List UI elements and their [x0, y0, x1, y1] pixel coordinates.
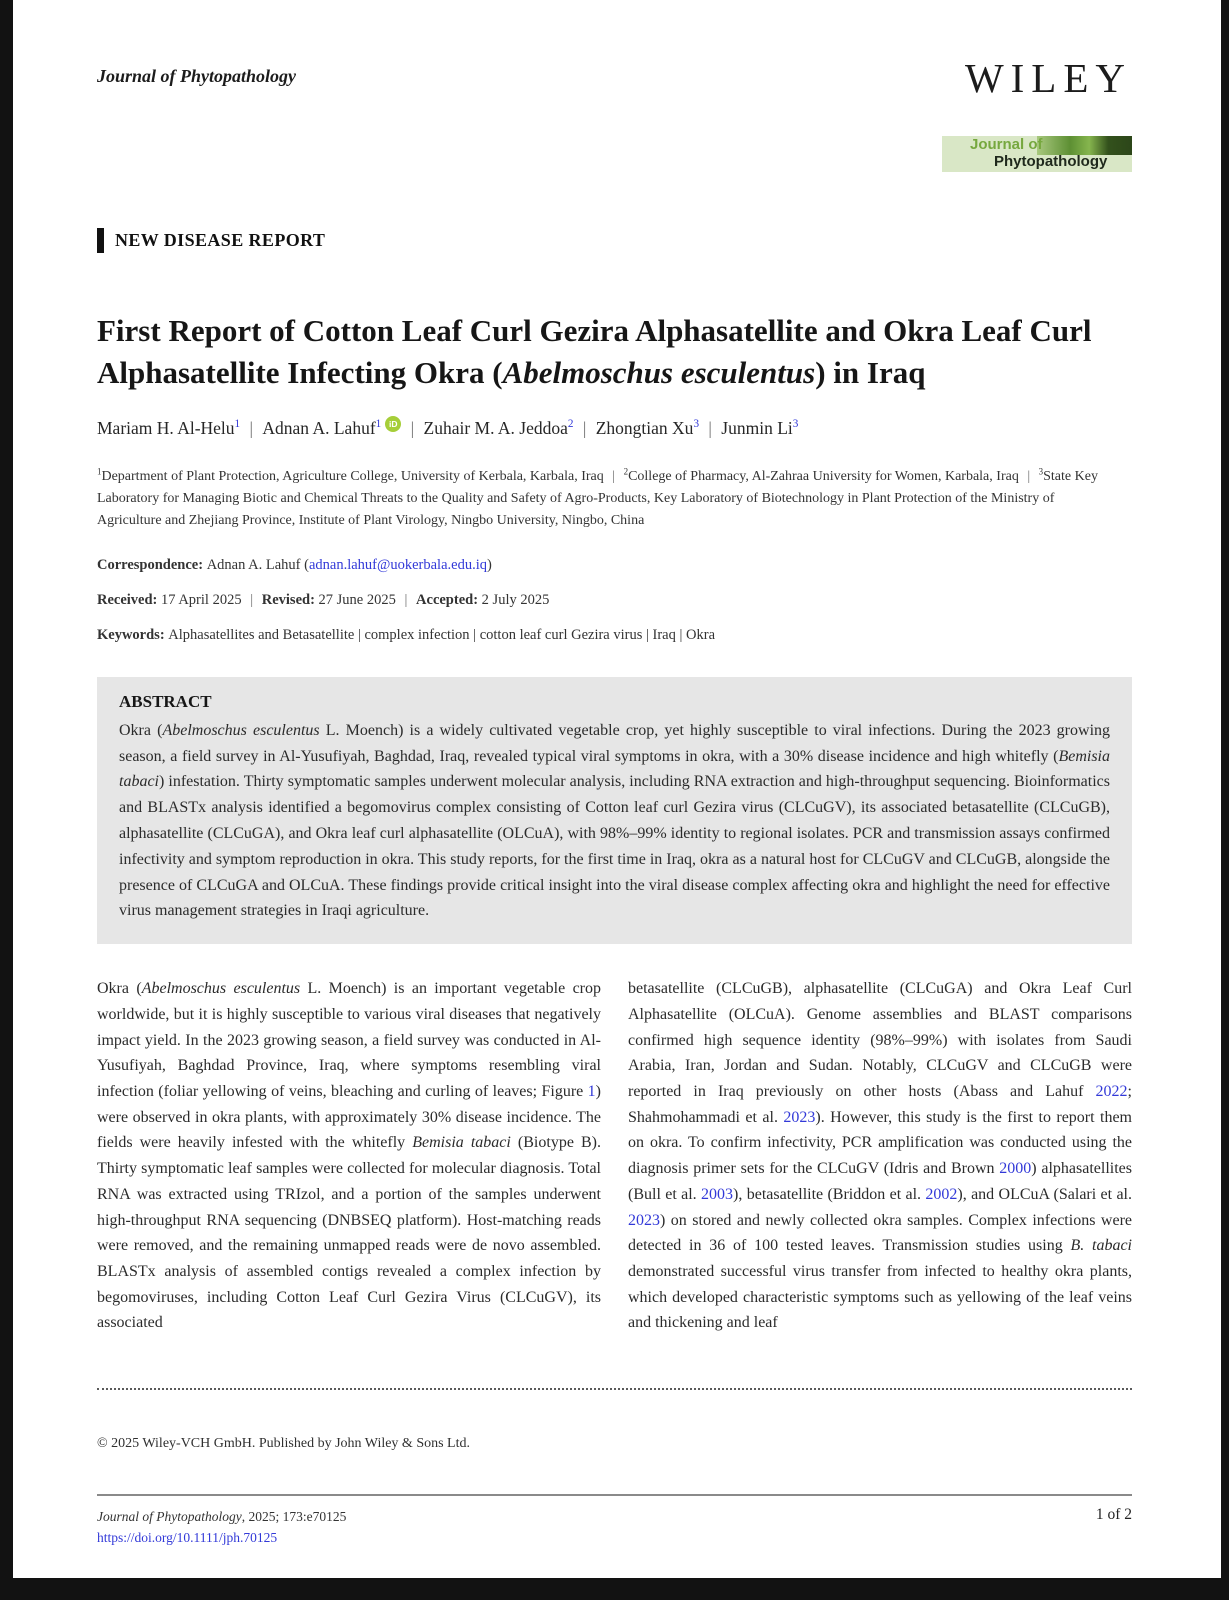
- text-segment: Accepted:: [416, 591, 482, 608]
- text-segment: First Report of Cotton Leaf Curl Gezira Alphasatellite and Okra Leaf Curl Alphasatellite Infecting Okra (: [97, 313, 1092, 390]
- article-title: [97, 310, 1097, 394]
- article-page: [13, 0, 1221, 1578]
- text-segment: 2: [623, 466, 629, 477]
- doi-link[interactable]: https://doi.org/10.1111/jph.70125: [97, 1530, 278, 1546]
- journal-name: Journal of Phytopathology: [97, 66, 297, 86]
- inline-link[interactable]: 1: [234, 418, 241, 430]
- section-label-text: NEW DISEASE REPORT: [115, 230, 326, 250]
- text-segment: |: [608, 468, 619, 484]
- text-segment: Revised:: [261, 591, 319, 608]
- text-segment: 1: [97, 466, 102, 477]
- text-segment: Junmin Li: [721, 417, 793, 438]
- dotted-separator: [97, 1388, 1132, 1390]
- text-segment: Mariam H. Al-Helu: [97, 417, 235, 438]
- inline-link[interactable]: adnan.lahuf@uokerbala.edu.iq: [308, 556, 487, 573]
- text-segment: demonstrated successful virus transfer from infected to healthy okra plants, which developed characteristic symptoms such as yellowing of the leaf veins and thickening and leaf: [628, 1262, 1132, 1332]
- text-segment: |: [406, 417, 419, 438]
- text-segment: ) infestation. Thirty symptomatic samples underwent molecular analysis, including RNA extraction and high-throughput sequencing. Bioinformatics and BLASTx analysis identified a begomovirus complex consisting of Cotton leaf curl Gezira virus (CLCuGV), its associated betasatellite (CLCuGB), alphasatellite (CLCuGA), and Okra leaf curl alphasatellite (OLCuA), with 98%–99% identity to regional isolates. PCR and transmission assays confirmed infectivity and symptom reproduction in okra. This study reports, for the first time in Iraq, okra as a natural host for CLCuGV and CLCuGB, alongside the presence of CLCuGA and OLCuA. These findings provide critical insight into the viral disease complex affecting okra and highlight the need for effective virus management strategies in Iraqi agriculture.: [119, 773, 1110, 920]
- text-segment: ). However, this study is the first to report them on okra. To confirm infectivity, PCR amplification was conducted using the diagnosis primer sets for the CLCuGV (Idris and Brown: [628, 1108, 1133, 1178]
- masthead: [97, 55, 1132, 101]
- text-segment: Adnan A. Lahuf (: [206, 556, 309, 573]
- text-segment: (Biotype B). Thirty symptomatic leaf samples were collected for molecular diagnosis. Total RNA was extracted using TRIzol, and a portion of the samples underwent high-throughput RNA sequencing (DNBSEQ platform). Host-matching reads were removed, and the remaining unmapped reads were de novo assembled. BLASTx analysis of assembled contigs revealed a complex infection by begomoviruses, including Cotton Leaf Curl Gezira Virus (CLCuGV), its associated: [97, 1134, 602, 1332]
- correspondence-line: [97, 557, 1132, 574]
- text-segment: |: [400, 591, 412, 608]
- text-segment: ), betasatellite (Briddon et al.: [733, 1185, 926, 1203]
- text-segment: |: [704, 417, 717, 438]
- text-segment: |: [245, 417, 258, 438]
- abstract-heading: ABSTRACT: [119, 691, 212, 711]
- text-segment: Alphasatellites and Betasatellite | complex infection | cotton leaf curl Gezira virus | Iraq | Okra: [168, 626, 715, 643]
- text-segment: 27 June 2025: [318, 591, 396, 608]
- wiley-logo: WILEY: [964, 55, 1132, 101]
- body-column-left: [97, 976, 601, 1336]
- text-segment: ) alphasatellites (Bull et al.: [628, 1160, 1133, 1203]
- text-segment: Okra (: [119, 721, 163, 739]
- text-segment: 2 July 2025: [481, 591, 550, 608]
- affiliations: [97, 466, 1107, 532]
- text-segment: Adnan A. Lahuf: [262, 417, 376, 438]
- text-segment: |: [246, 591, 257, 608]
- text-segment: ): [487, 556, 492, 573]
- text-segment: Zhongtian Xu: [595, 417, 694, 438]
- author-list: [97, 416, 1132, 439]
- inline-link[interactable]: 2: [567, 418, 574, 430]
- text-segment: ) on stored and newly collected okra samples. Complex infections were detected in 36 of 100 tested leaves. Transmission studies using: [628, 1211, 1132, 1255]
- body-column-right: [628, 976, 1132, 1336]
- badge-title-line2: Phytopathology: [994, 153, 1108, 170]
- footer: [97, 1506, 1132, 1548]
- text-segment: |: [1023, 468, 1034, 484]
- inline-link[interactable]: 1: [587, 1083, 596, 1101]
- text-segment: Abelmoschus esculentus: [502, 355, 816, 390]
- page-indicator: 1 of 2: [1095, 1506, 1132, 1524]
- text-segment: L. Moench) is an important vegetable crop worldwide, but it is highly susceptible to various viral diseases that negatively impact yield. In the 2023 growing season, a field survey was conducted in Al-Yusufiyah, Baghdad Province, Iraq, where symptoms resembling viral infection (foliar yellowing of veins, bleaching and curling of leaves; Figure: [97, 980, 601, 1101]
- inline-link[interactable]: 3: [792, 418, 799, 430]
- copyright-line: © 2025 Wiley-VCH GmbH. Published by John Wiley & Sons Ltd.: [97, 1436, 470, 1452]
- text-segment: Okra (: [97, 980, 142, 998]
- inline-link[interactable]: 2022: [1095, 1083, 1128, 1101]
- text-segment: ), and OLCuA (Salari et al.: [957, 1185, 1133, 1203]
- text-segment: ) in Iraq: [815, 355, 926, 390]
- text-segment: Abelmoschus esculentus: [141, 980, 301, 998]
- badge-title-line1: Journal of: [970, 136, 1043, 153]
- journal-cover-badge[interactable]: [942, 136, 1132, 172]
- dates-line: [97, 592, 1132, 609]
- text-segment: L. Moench) is a widely cultivated vegetable crop, yet highly susceptible to viral infections. During the 2023 growing season, a field survey in Al-Yusufiyah, Baghdad, Iraq, revealed typical viral symptoms in okra, with a 30% disease incidence and high whitefly (: [119, 721, 1111, 765]
- text-segment: Abelmoschus esculentus: [162, 721, 320, 739]
- keywords-line: [97, 627, 1132, 644]
- inline-link[interactable]: 1: [375, 418, 382, 430]
- inline-link[interactable]: 2003: [701, 1185, 734, 1203]
- section-marker-bar: [97, 228, 104, 253]
- text-segment: College of Pharmacy, Al-Zahraa University for Women, Karbala, Iraq: [628, 468, 1019, 484]
- text-segment: Bemisia tabaci: [412, 1134, 511, 1152]
- text-segment: |: [578, 417, 591, 438]
- inline-link[interactable]: 2023: [783, 1108, 816, 1126]
- abstract-section: [97, 677, 1132, 944]
- badge-row: [97, 136, 1132, 172]
- text-segment: betasatellite (CLCuGB), alphasatellite (CLCuGA) and Okra Leaf Curl Alphasatellite (OLCuA). Genome assemblies and BLAST comparisons confirmed high sequence identity (98%–99%) with isolates from Saudi Arabia, Iran, Jordan and Sudan. Notably, CLCuGV and CLCuGB were reported in Iraq previously on other hosts (Abass and Lahuf: [628, 980, 1132, 1101]
- text-segment: Department of Plant Protection, Agriculture College, University of Kerbala, Karbala, Iraq: [101, 468, 604, 484]
- citation-line: [97, 1506, 346, 1527]
- footer-rule: [97, 1494, 1132, 1496]
- abstract-body: [119, 718, 1110, 924]
- text-segment: Zuhair M. A. Jeddoa: [423, 417, 568, 438]
- body-text: [97, 976, 1132, 1336]
- text-segment: State Key Laboratory for Managing Biotic and Chemical Threats to the Quality and Safety of Agro-Products, Key Laboratory of Biotechnology in Plant Protection of the Ministry of Agriculture and Zhejiang Province, Institute of Plant Virology, Ningbo University, Ningbo, China: [97, 468, 1098, 528]
- text-segment: Received:: [97, 591, 162, 608]
- text-segment: Bemisia tabaci: [119, 747, 1110, 791]
- text-segment: Journal of Phytopathology: [97, 1509, 242, 1525]
- text-segment: ) were observed in okra plants, with approximately 30% disease incidence. The fields were heavily infested with the whitefly: [97, 1083, 601, 1152]
- inline-link[interactable]: 2002: [925, 1185, 958, 1203]
- footer-left: [97, 1506, 346, 1548]
- text-segment: ; Shahmohammadi et al.: [628, 1083, 1132, 1126]
- section-label: [97, 228, 1132, 253]
- text-segment: Keywords:: [97, 626, 169, 643]
- inline-link[interactable]: 2023: [628, 1211, 660, 1229]
- inline-link[interactable]: 3: [693, 418, 700, 430]
- text-segment: , 2025; 173:e70125: [241, 1509, 347, 1525]
- text-segment: Correspondence:: [97, 556, 207, 573]
- text-segment: 17 April 2025: [161, 591, 242, 608]
- orcid-icon[interactable]: iD: [385, 416, 401, 432]
- text-segment: 3: [1038, 466, 1044, 477]
- inline-link[interactable]: 2000: [999, 1160, 1032, 1178]
- text-segment: B. tabaci: [1070, 1237, 1132, 1255]
